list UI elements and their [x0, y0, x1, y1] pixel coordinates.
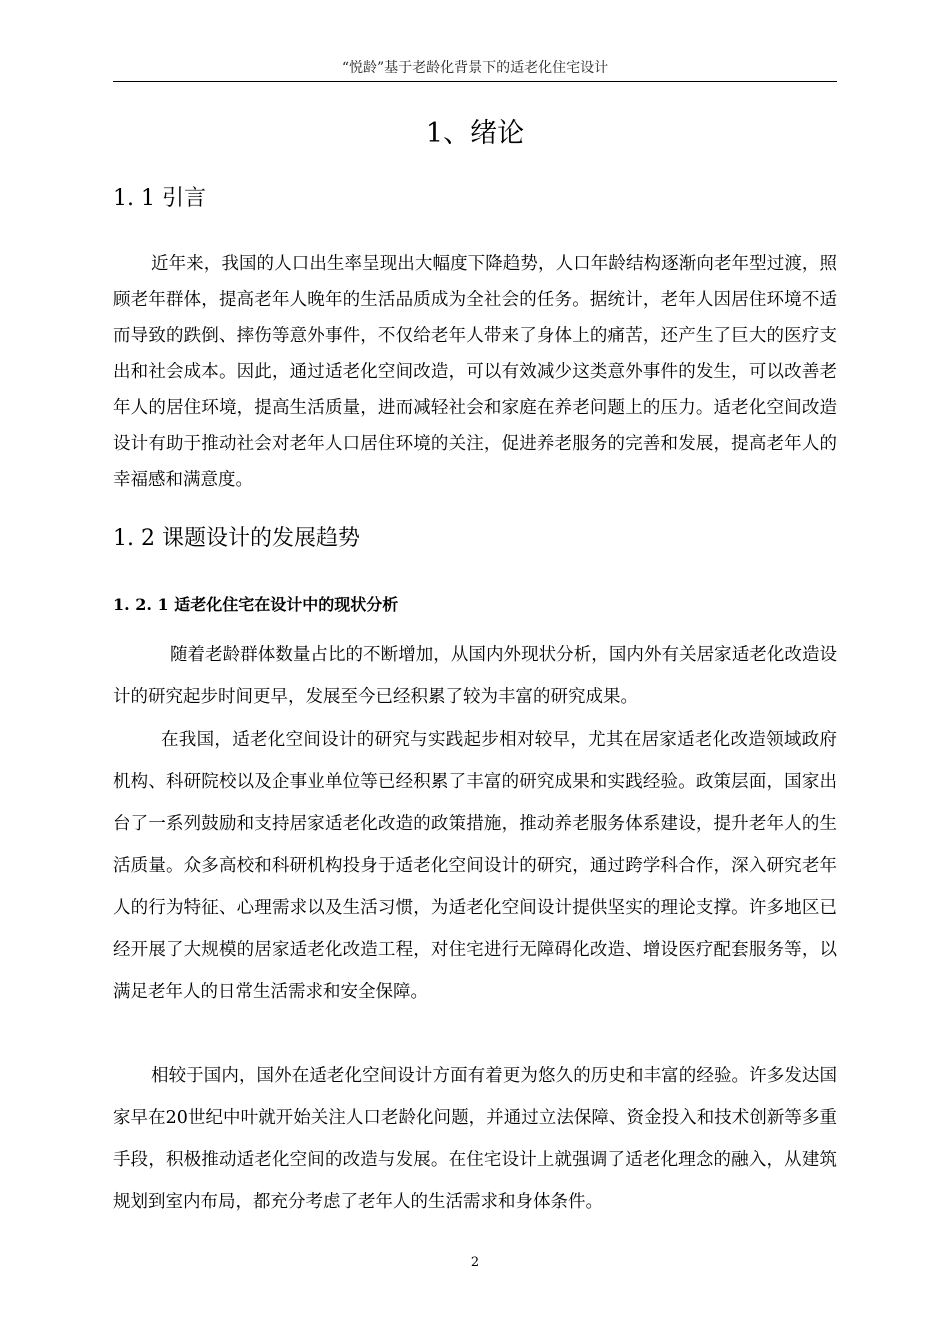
subsection-heading-status-analysis: 1. 2. 1 适老化住宅在设计中的现状分析	[113, 595, 399, 614]
intro-paragraph: 近年来，我国的人口出生率呈现出大幅度下降趋势，人口年龄结构逐渐向老年型过渡，照顾老年群体，提高老年人晚年的生活品质成为全社会的任务。据统计，老年人因居住环境不适而导致的跌倒、摔伤等意外事件，不仅给老年人带来了身体上的痛苦，还产生了巨大的医疗支出和社会成本。因此，通过适老化空间改造，可以有效减少这类意外事件的发生，可以改善老年人的居住环境，提高生活质量，进而减轻社会和家庭在养老问题上的压力。适老化空间改造设计有助于推动社会对老年人口居住环境的关注，促进养老服务的完善和发展，提高老年人的幸福感和满意度。	[113, 254, 837, 490]
page-number: 2	[470, 1255, 480, 1270]
status-paragraph-foreign: 相较于国内，国外在适老化空间设计方面有着更为悠久的历史和丰富的经验。许多发达国家早在20世纪中叶就开始关注人口老龄化问题，并通过立法保障、资金投入和技术创新等多重手段，积极推动适老化空间的改造与发展。在住宅设计上就强调了适老化理念的融入，从建筑规划到室内布局，都充分考虑了老年人的生活需求和身体条件。	[113, 1066, 837, 1212]
status-paragraph-1: 随着老龄群体数量占比的不断增加，从国内外现状分析，国内外有关居家适老化改造设计的研究起步时间更早，发展至今已经积累了较为丰富的研究成果。	[113, 645, 837, 707]
status-paragraph-domestic: 在我国，适老化空间设计的研究与实践起步相对较早，尤其在居家适老化改造领域政府机构、科研院校以及企事业单位等已经积累了丰富的研究成果和实践经验。政策层面，国家出台了一系列鼓励和支持居家适老化改造的政策措施，推动养老服务体系建设，提升老年人的生活质量。众多高校和科研机构投身于适老化空间设计的研究，通过跨学科合作，深入研究老年人的行为特征、心理需求以及生活习惯，为适老化空间设计提供坚实的理论支撑。许多地区已经开展了大规模的居家适老化改造工程，对住宅进行无障碍化改造、增设医疗配套服务等，以满足老年人的日常生活需求和安全保障。	[113, 730, 837, 1002]
chapter-title: 1、绪论	[425, 118, 525, 149]
section-heading-trends: 1. 2 课题设计的发展趋势	[113, 526, 360, 551]
header-divider	[113, 81, 837, 82]
section-heading-intro: 1. 1 引言	[113, 186, 206, 211]
running-header: “悦龄”基于老龄化背景下的适老化住宅设计	[341, 60, 609, 76]
